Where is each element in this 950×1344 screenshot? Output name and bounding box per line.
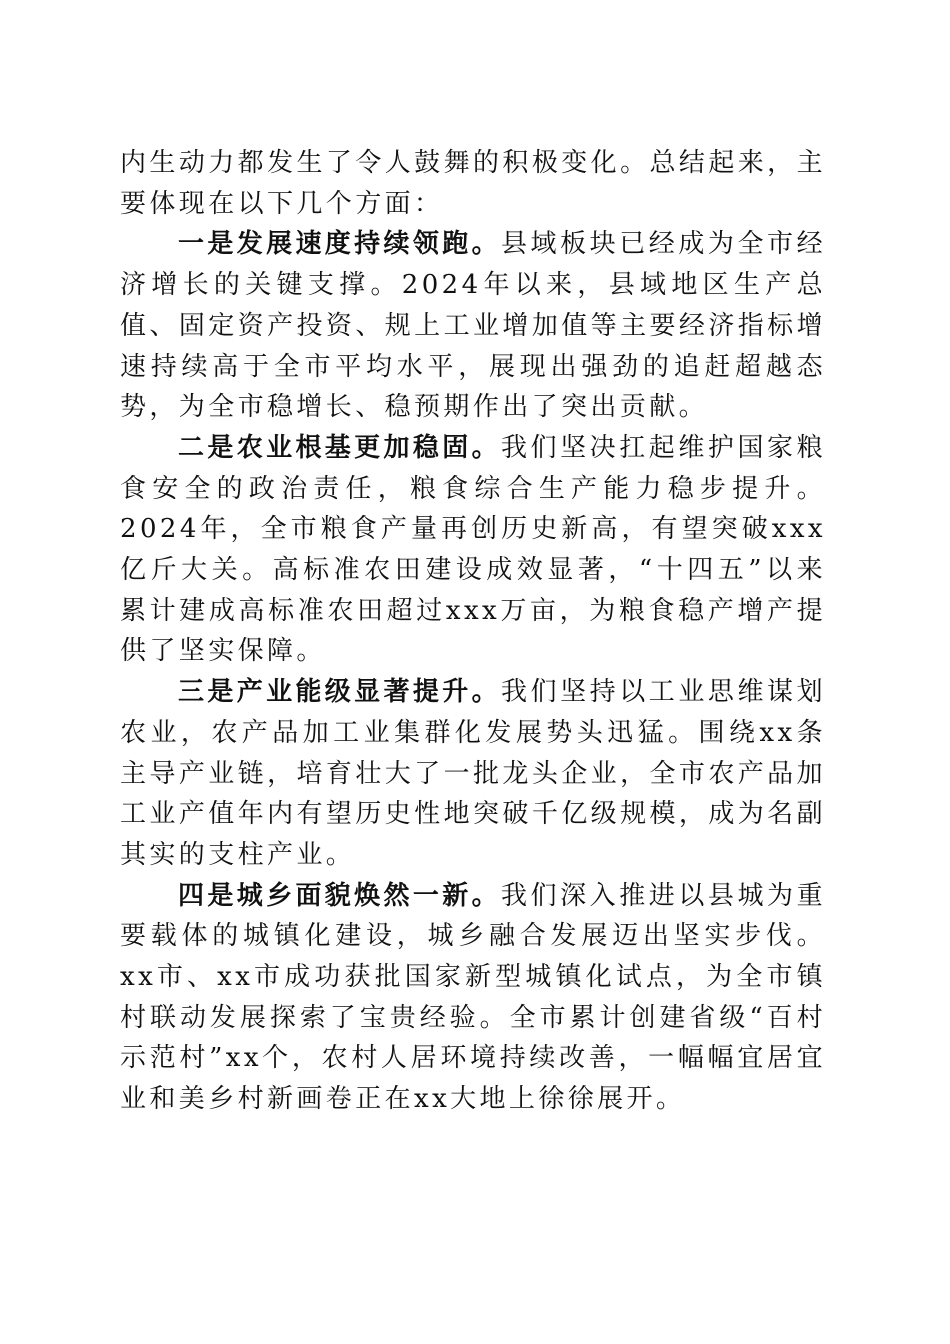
paragraph-text: 我们坚持以工业思维谋划农业，农产品加工业集群化发展势头迅猛。围绕xx条主导产业链，培育壮大了一批龙头企业，全市农产品加工业产值年内有望历史性地突破千亿级规模，成为名副其实的支柱产业。: [120, 677, 826, 870]
paragraph-text: 我们深入推进以县城为重要载体的城镇化建设，城乡融合发展迈出坚实步伐。xx市、xx市成功获批国家新型城镇化试点，为全市镇村联动发展探索了宝贵经验。全市累计创建省级“百村示范村”xx个，农村人居环境持续改善，一幅幅宜居宜业和美乡村新画卷正在xx大地上徐徐展开。: [120, 880, 826, 1115]
paragraph-development-speed: [120, 224, 826, 428]
paragraph-intro: [120, 143, 826, 224]
paragraph-lead: 四是城乡面貌焕然一新。: [178, 880, 501, 911]
paragraph-urban-rural: [120, 876, 826, 1120]
paragraph-text: 县域板块已经成为全市经济增长的关键支撑。2024年以来，县域地区生产总值、固定资产投资、规上工业增加值等主要经济指标增速持续高于全市平均水平，展现出强劲的追赶超越态势，为全市稳增长、稳预期作出了突出贡献。: [120, 229, 826, 423]
document-body: [120, 143, 826, 1120]
paragraph-text: 内生动力都发生了令人鼓舞的积极变化。总结起来，主要体现在以下几个方面：: [120, 148, 826, 219]
paragraph-agriculture: [120, 428, 826, 672]
paragraph-lead: 二是农业根基更加稳固。: [178, 432, 501, 463]
paragraph-text: 我们坚决扛起维护国家粮食安全的政治责任，粮食综合生产能力稳步提升。2024年，全市粮食产量再创历史新高，有望突破xxx亿斤大关。高标准农田建设成效显著，“十四五”以来累计建成高标准农田超过xxx万亩，为粮食稳产增产提供了坚实保障。: [120, 432, 826, 667]
paragraph-industry: [120, 672, 826, 876]
paragraph-lead: 一是发展速度持续领跑。: [178, 229, 501, 260]
paragraph-lead: 三是产业能级显著提升。: [178, 677, 501, 708]
